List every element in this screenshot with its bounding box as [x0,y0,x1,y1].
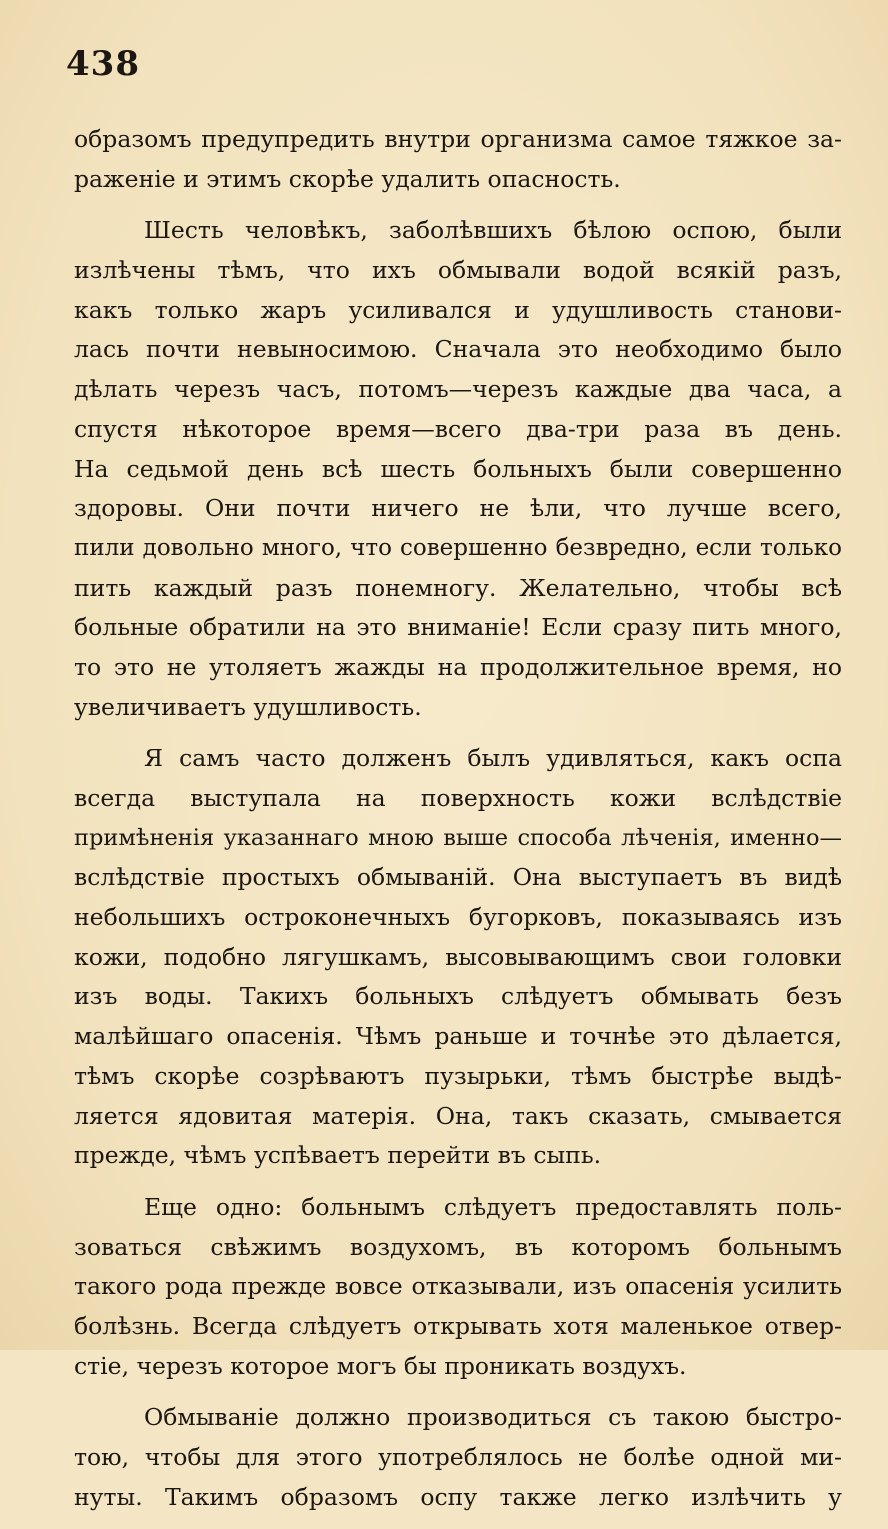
text-line: ляется ядовитая матерія. Она, такъ сказать, смывается [74,1101,842,1130]
text-line: дѣлать черезъ часъ, потомъ—черезъ каждые два часа, а [74,375,842,404]
text-line: больные обратили на это вниманіе! Если сразу пить много, [74,613,842,642]
text-line: зоваться свѣжимъ воздухомъ, въ которомъ больнымъ [74,1232,842,1261]
text-line: тою, чтобы для этого употреблялось не болѣе одной ми- [74,1443,842,1471]
page-number: 438 [66,44,140,84]
text-line: примѣненія указаннаго мною выше способа лѣченія, именно— [74,824,842,851]
text-line: пить каждый разъ понемногу. Желательно, чтобы всѣ [74,573,842,602]
text-line: излѣчены тѣмъ, что ихъ обмывали водой всякій разъ, [74,256,842,285]
text-line: малѣйшаго опасенія. Чѣмъ раньше и точнѣе это дѣлается, [74,1022,842,1051]
text-line: Обмываніе должно производиться съ такою быстро- [144,1403,842,1432]
text-line: здоровы. Они почти ничего не ѣли, что лучше всего, [74,494,842,523]
text-line: вслѣдствіе простыхъ обмываній. Она выступаетъ въ видѣ [74,863,842,892]
text-line: какъ только жаръ усиливался и удушливость станови- [74,295,842,324]
text-line: стіе, черезъ которое могъ бы проникать воздухъ. [74,1351,687,1380]
text-line: небольшихъ остроконечныхъ бугорковъ, показываясь изъ [74,903,842,932]
text-line: такого рода прежде вовсе отказывали, изъ опасенія усилить [74,1272,842,1301]
paragraph [74,1398,842,1517]
paragraph [74,211,842,727]
paragraph [74,1188,842,1386]
text-line: то это не утоляетъ жажды на продолжительное время, но [74,652,842,681]
text-line: Шесть человѣкъ, заболѣвшихъ бѣлою оспою, были [144,216,842,245]
text-line: нуты. Такимъ образомъ оспу также легко излѣчить у [74,1482,842,1511]
text-line: изъ воды. Такихъ больныхъ слѣдуетъ обмывать безъ [74,982,842,1011]
text-line: лась почти невыносимою. Сначала это необходимо было [74,335,842,364]
text-line: прежде, чѣмъ успѣваетъ перейти въ сыпь. [74,1141,602,1170]
text-line: Еще одно: больнымъ слѣдуетъ предоставлять поль- [144,1192,842,1221]
text-line: На седьмой день всѣ шесть больныхъ были совершенно [74,454,842,483]
text-line: пили довольно много, что совершенно безвредно, если только [74,534,842,561]
text-line: болѣзнь. Всегда слѣдуетъ открывать хотя маленькое отвер- [74,1311,842,1340]
text-line: спустя нѣкоторое время—всего два-три раза въ день. [74,414,842,443]
text-line: раженіе и этимъ скорѣе удалить опасность. [74,164,621,193]
body-text [74,120,842,1529]
paragraph [74,739,842,1176]
text-line: тѣмъ скорѣе созрѣваютъ пузырьки, тѣмъ быстрѣе выдѣ- [74,1061,842,1090]
paragraph [74,120,842,199]
text-line: Я самъ часто долженъ былъ удивляться, какъ оспа [144,744,842,773]
text-line: увеличиваетъ удушливость. [74,692,422,721]
text-line: образомъ предупредить внутри организма самое тяжкое за- [74,125,842,153]
text-line: кожи, подобно лягушкамъ, высовывающимъ свои головки [74,942,842,971]
text-line: всегда выступала на поверхность кожи вслѣдствіе [74,784,842,812]
